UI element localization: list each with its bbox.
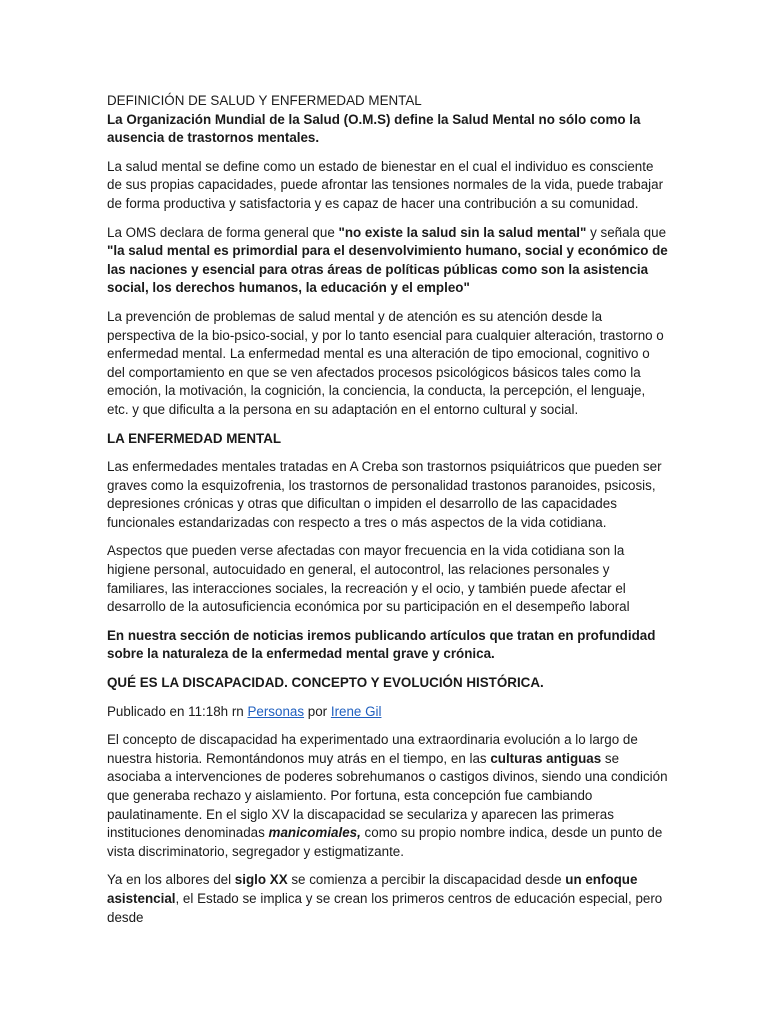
text-run: como su propio nombre indica, desde un punto de vista discriminatorio, segregador y estigmatizante.: [107, 825, 663, 859]
category-link[interactable]: Personas: [247, 703, 305, 719]
author-link[interactable]: Irene Gil: [330, 703, 382, 719]
paragraph-historia: [107, 731, 668, 861]
paragraph-prevention: La prevención de problemas de salud mental y de atención es su atención desde la perspectiva de la bio-psico-social, y por lo tanto esencial para cualquier alteración, trastorno o enfermedad mental. La enfermedad mental es una alteración de tipo emocional, cognitivo o del comportamiento en que se ven afectados procesos psicológicos básicos tales como la emoción, la motivación, la cognición, la conciencia, la conducta, la percepción, el lenguaje, etc. y que dificulta a la persona en su adaptación en el entorno cultural y social.: [107, 308, 664, 417]
text-run: y señala que: [586, 224, 667, 240]
paragraph-definition: La salud mental se define como un estado de bienestar en el cual el individuo es consciente de sus propias capacidades, puede afrontar las tensiones normales de la vida, puede trabajar de forma productiva y satisfactoria y es capaz de hacer una contribución a su comunidad.: [107, 158, 664, 211]
quote-bold: "la salud mental es primordial para el desenvolvimiento humano, social y económico de las naciones y esencial para otras áreas de políticas públicas como son la asistencia social, los derechos humanos, la educación y el empleo": [107, 243, 668, 296]
text-run: , el Estado se implica y se crean los primeros centros de educación especial, pero desde: [107, 890, 663, 925]
text-run: La OMS declara de forma general que: [107, 224, 339, 240]
intro-paragraph: La Organización Mundial de la Salud (O.M.S) define la Salud Mental no sólo como la ausencia de trastornos mentales.: [107, 111, 641, 146]
section-heading-discapacidad: QUÉ ES LA DISCAPACIDAD. CONCEPTO Y EVOLUCIÓN HISTÓRICA.: [107, 675, 544, 691]
bold-italic-run: manicomiales,: [268, 825, 361, 841]
paragraph-oms: [107, 224, 668, 298]
text-run: se asociaba a intervenciones de poderes sobrehumanos o castigos divinos, siendo una condición que generaba rechazo y aislamiento. Por fortuna, esta concepción fue cambiando paulatinamente. En el siglo XV la discapacidad se seculariza y aparecen las primeras instituciones denominadas: [107, 750, 668, 841]
text-run: El concepto de discapacidad ha experimentado una extraordinaria evolución a lo largo de nuestra historia. Remontándonos muy atrás en el tiempo, en las: [107, 732, 638, 766]
bold-run: culturas antiguas: [490, 750, 602, 766]
bold-run: un enfoque asistencial: [107, 872, 638, 906]
byline: [107, 703, 668, 722]
section-heading-enfermedad: LA ENFERMEDAD MENTAL: [107, 430, 282, 446]
byline-by: por: [304, 703, 331, 719]
document-title: DEFINICIÓN DE SALUD Y ENFERMEDAD MENTAL: [107, 93, 422, 108]
byline-prefix: Publicado en 11:18h rn: [107, 703, 248, 719]
text-run: se comienza a percibir la discapacidad desde: [287, 872, 566, 888]
quote-bold: "no existe la salud sin la salud mental": [338, 224, 587, 240]
paragraph-aspectos: Aspectos que pueden verse afectadas con mayor frecuencia en la vida cotidiana son la higiene personal, autocuidado en general, el autocontrol, las relaciones personales y familiares, las interacciones sociales, la recreación y el ocio, y también puede afectar el desarrollo de la autosuficiencia económica por su participación en el desempeño laboral: [107, 543, 630, 615]
paragraph-noticias: En nuestra sección de noticias iremos publicando artículos que tratan en profundidad sobre la naturaleza de la enfermedad mental grave y crónica.: [107, 627, 656, 662]
text-run: Ya en los albores del: [107, 872, 235, 888]
paragraph-siglo-xx: [107, 871, 668, 927]
bold-run: siglo XX: [234, 872, 288, 888]
paragraph-acreba: Las enfermedades mentales tratadas en A Creba son trastornos psiquiátricos que pueden ser graves como la esquizofrenia, los trastornos de personalidad trastonos paranoides, psicosis, depresiones crónicas y otras que dificultan o impiden el desarrollo de las capacidades funcionales estandarizadas con respecto a tres o más aspectos de la vida cotidiana.: [107, 459, 662, 530]
